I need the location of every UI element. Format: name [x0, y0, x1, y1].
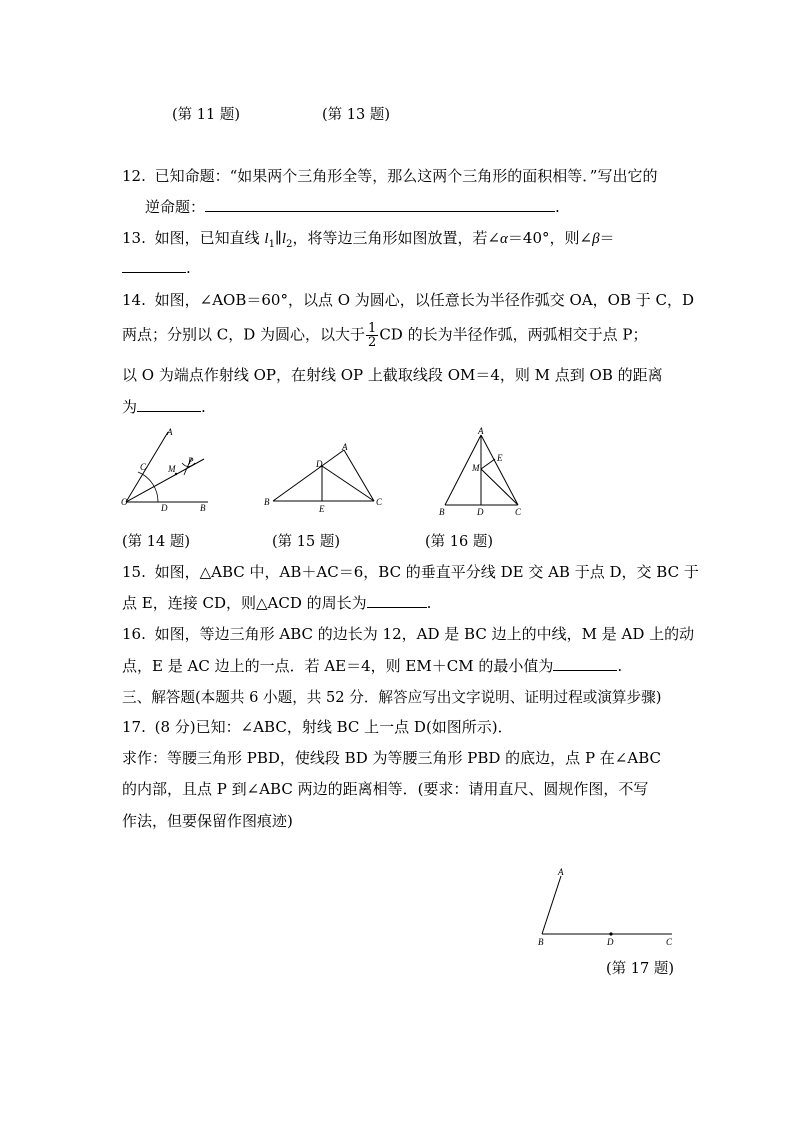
figure-17	[532, 864, 682, 948]
figure-15	[258, 438, 388, 518]
period: .	[617, 657, 623, 675]
caption-q17: (第 17 题)	[606, 961, 674, 977]
label-M: M	[472, 463, 480, 473]
label-P: P	[188, 456, 194, 466]
angle-alpha: α	[500, 231, 508, 247]
question-text: 如图，△ABC 中，AB＋AC＝6，BC 的垂直平分线 DE 交 AB 于点 D，交 BC 于	[154, 563, 699, 581]
label-D: D	[607, 937, 614, 947]
question-number: 14.	[122, 291, 146, 309]
figure-14	[118, 425, 216, 517]
question-text: ＝	[599, 229, 615, 247]
question-text: 点，E 是 AC 边上的一点．若 AE＝4，则 EM＋CM 的最小值为	[122, 657, 554, 675]
label-B: B	[200, 503, 206, 513]
caption-q16: (第 16 题)	[425, 534, 493, 550]
question-text: 以 O 为端点作射线 OP，在射线 OP 上截取线段 OM＝4，则 M 点到 OB 的距离	[122, 366, 663, 384]
caption-q14: (第 14 题)	[122, 534, 190, 550]
label-C: C	[140, 462, 147, 472]
question-number: 13.	[122, 229, 146, 247]
label-A: A	[478, 426, 484, 436]
question-number: 17.	[122, 718, 146, 736]
label-O: O	[121, 497, 128, 507]
label-B: B	[538, 937, 544, 947]
question-text: 为	[122, 398, 138, 416]
period: .	[186, 259, 191, 277]
label-D: D	[477, 507, 484, 517]
label-E: E	[319, 504, 325, 514]
figure-16	[432, 425, 532, 519]
angle-beta: β	[592, 231, 600, 247]
question-text: 已知命题：“如果两个三角形全等，那么这两个三角形的面积相等．”写出它的	[154, 167, 658, 185]
question-text: 如图，已知直线	[154, 229, 265, 247]
label-A: A	[167, 427, 173, 437]
label-E: E	[497, 453, 503, 463]
answer-blank[interactable]	[122, 258, 186, 273]
section-title: 三、解答题(本题共 6 小题，共 52 分．解答应写出文字说明、证明过程或演算步骤)	[122, 689, 662, 706]
question-text: 两点；分别以 C，D 为圆心，以大于	[122, 325, 366, 344]
question-number: 15.	[122, 563, 146, 581]
period: .	[426, 594, 432, 612]
answer-blank[interactable]	[205, 197, 555, 212]
period: .	[555, 198, 560, 216]
question-text: 求作：等腰三角形 PBD，使线段 BD 为等腰三角形 PBD 的底边，点 P 在∠ABC	[122, 749, 661, 767]
label-A: A	[558, 867, 564, 877]
answer-blank[interactable]	[367, 593, 427, 608]
question-number: 16.	[122, 625, 146, 643]
question-text: ＝40°，则∠	[507, 229, 593, 247]
label-B: B	[439, 507, 445, 517]
question-text: 如图，∠AOB＝60°，以点 O 为圆心，以任意长为半径作弧交 OA，OB 于 C，D	[154, 291, 695, 309]
label-C: C	[515, 507, 522, 517]
question-text: 如图，等边三角形 ABC 的边长为 12，AD 是 BC 边上的中线，M 是 AD 上的动	[154, 625, 695, 643]
question-text: ，将等边三角形如图放置，若∠	[292, 229, 501, 247]
question-text: 逆命题：	[145, 198, 206, 216]
caption-q13: (第 13 题)	[322, 107, 390, 123]
line-l1: l	[264, 231, 269, 247]
subscript: 1	[268, 239, 275, 250]
question-text: (8 分)已知：∠ABC，射线 BC 上一点 D(如图所示)．	[154, 718, 513, 736]
fraction-one-half: $\frac{1}{2}$	[368, 321, 377, 350]
question-text: 作法，但要保留作图痕迹)	[122, 812, 293, 830]
question-text: CD 的长为半径作弧，两弧相交于点 P；	[379, 325, 648, 344]
caption-q11: (第 11 题)	[172, 107, 240, 123]
label-C: C	[666, 937, 673, 947]
label-D: D	[316, 459, 323, 469]
line-l2: l	[281, 231, 287, 247]
answer-blank[interactable]	[137, 397, 201, 412]
label-M: M	[168, 464, 176, 474]
label-D: D	[161, 503, 168, 513]
answer-blank[interactable]	[553, 656, 617, 671]
question-number: 12.	[122, 167, 146, 185]
question-text: 点 E，连接 CD，则△ACD 的周长为	[122, 594, 367, 612]
parallel-symbol: ∥	[274, 229, 282, 247]
period: .	[201, 398, 206, 416]
label-B: B	[264, 497, 270, 507]
subscript: 2	[286, 239, 293, 250]
label-C: C	[376, 497, 383, 507]
caption-q15: (第 15 题)	[272, 534, 340, 550]
label-A: A	[342, 442, 348, 452]
question-text: 的内部，且点 P 到∠ABC 两边的距离相等．(要求：请用直尺、圆规作图，不写	[122, 780, 649, 798]
